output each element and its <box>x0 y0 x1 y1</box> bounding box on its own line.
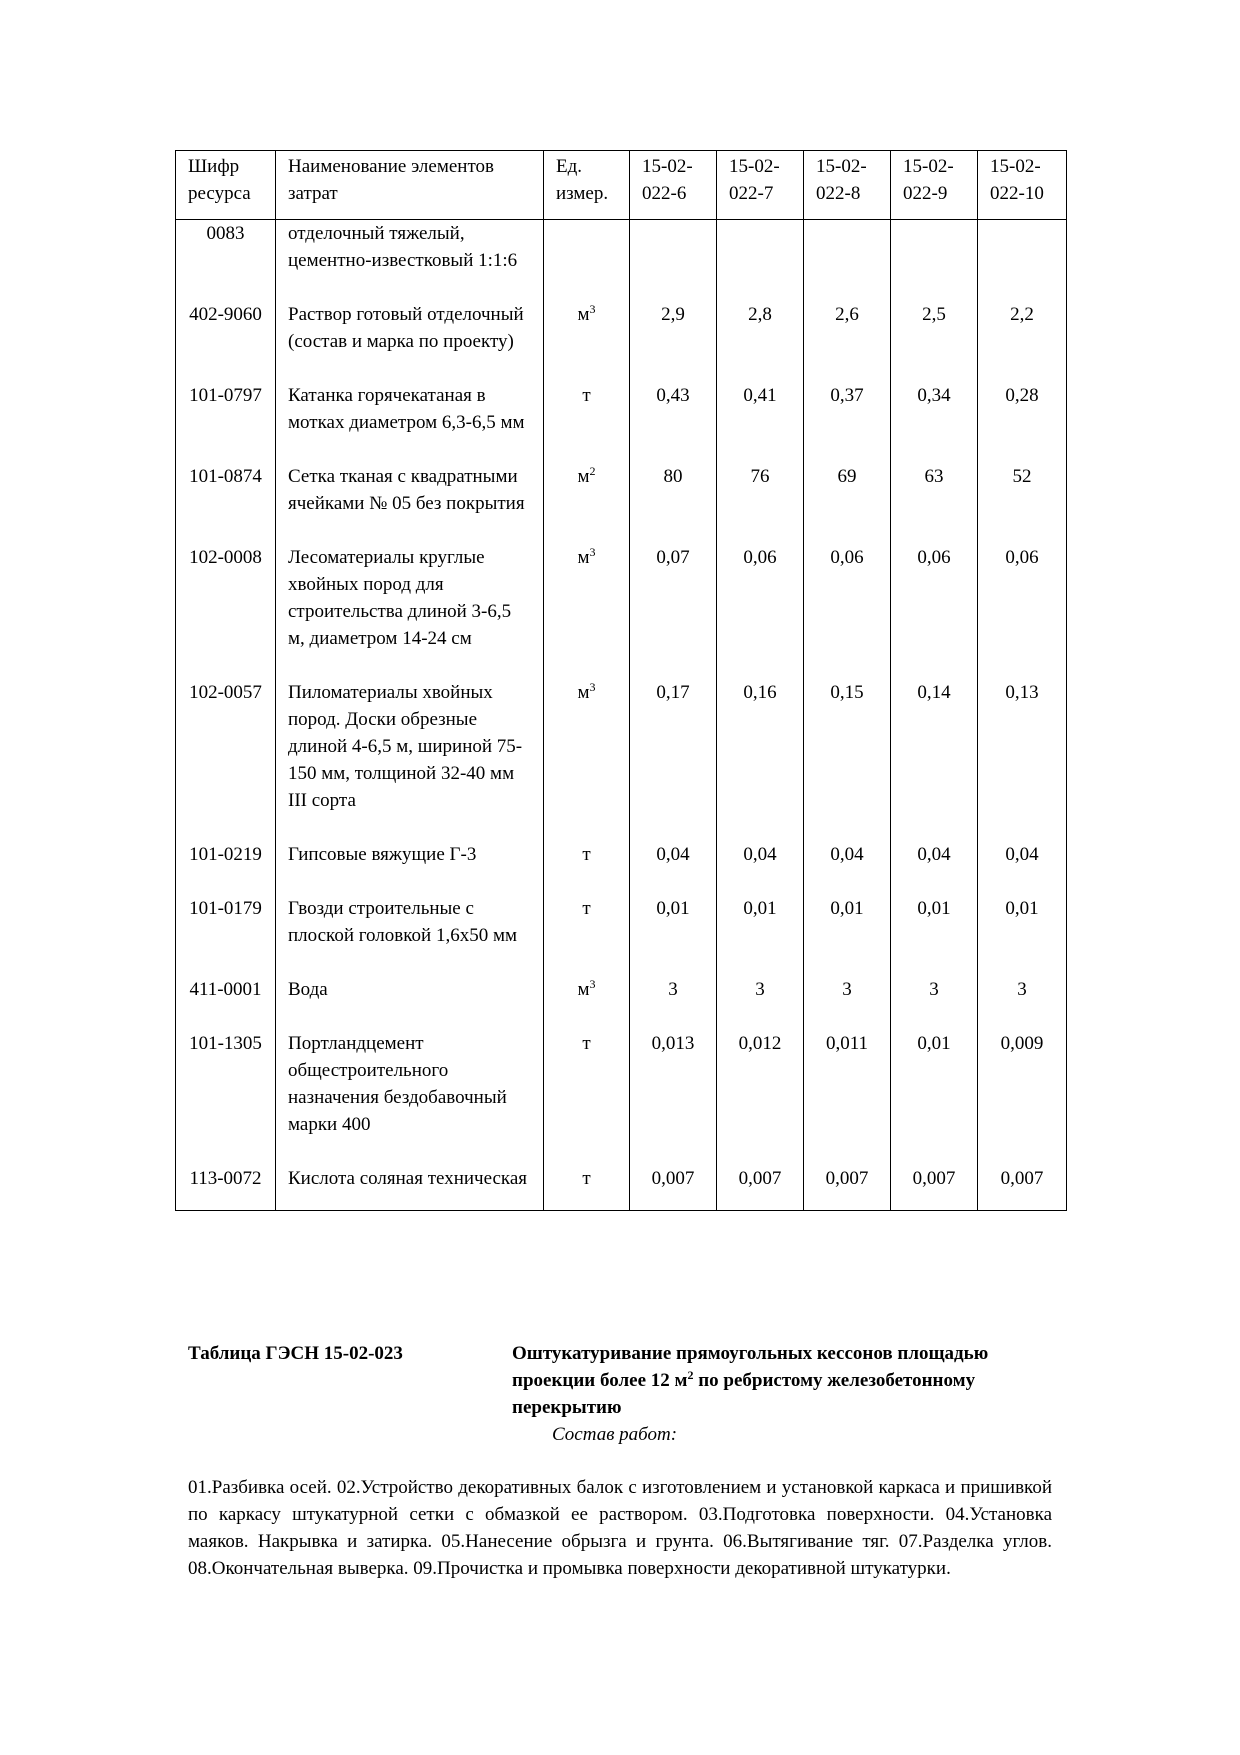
norm-value: 0,43 <box>630 370 717 451</box>
resource-table <box>175 150 1067 1211</box>
works-description: 01.Разбивка осей. 02.Устройство декоративных балок с изготовлением и установкой каркаса и пришивкой по каркасу штукатурной сетки с обмазкой ее раствором. 03.Подготовка поверхности. 04.Установка маяков. Накрывка и затирка. 05.Нанесение обрызга и грунта. 06.Вытягивание тяг. 07.Разделка углов. 08.Окончательная выверка. 09.Прочистка и промывка поверхности декоративной штукатурки. <box>188 1477 1052 1579</box>
resource-name: Пиломатериалы хвойных пород. Доски обрезные длиной 4-6,5 м, шириной 75-150 мм, толщиной 32-40 мм III сорта <box>276 667 544 829</box>
header-col-8: 15-02-022-8 <box>804 151 891 220</box>
table-row <box>176 289 1067 370</box>
norm-value: 3 <box>630 964 717 1018</box>
resource-name: Гипсовые вяжущие Г-3 <box>276 829 544 883</box>
resource-name: Сетка тканая с квадратными ячейками № 05 без покрытия <box>276 451 544 532</box>
header-col-7: 15-02-022-7 <box>717 151 804 220</box>
norm-value: 76 <box>717 451 804 532</box>
resource-unit <box>544 667 630 829</box>
norm-value: 0,06 <box>978 532 1067 667</box>
table-row <box>176 883 1067 964</box>
header-col-9: 15-02-022-9 <box>891 151 978 220</box>
norm-value: 0,013 <box>630 1018 717 1153</box>
norm-value: 0,007 <box>978 1153 1067 1211</box>
resource-code: 102-0008 <box>176 532 276 667</box>
unit-text: м <box>577 979 590 1000</box>
resource-unit <box>544 289 630 370</box>
table-label: Таблица ГЭСН 15-02-023 <box>188 1343 403 1364</box>
unit-superscript: 3 <box>589 302 596 316</box>
norm-value: 0,011 <box>804 1018 891 1153</box>
resource-name: отделочный тяжелый, цементно-известковый 1:1:6 <box>276 220 544 290</box>
resource-unit <box>544 451 630 532</box>
norm-value: 0,007 <box>804 1153 891 1211</box>
table-row <box>176 1153 1067 1211</box>
unit-text: т <box>582 385 591 406</box>
unit-text: т <box>582 844 591 865</box>
norm-value: 63 <box>891 451 978 532</box>
resource-name: Вода <box>276 964 544 1018</box>
norm-value: 52 <box>978 451 1067 532</box>
norm-value: 0,007 <box>717 1153 804 1211</box>
unit-superscript: 3 <box>589 680 596 694</box>
resource-name: Кислота соляная техническая <box>276 1153 544 1211</box>
norm-value: 0,06 <box>804 532 891 667</box>
unit-text: м <box>577 466 590 487</box>
norm-value: 0,37 <box>804 370 891 451</box>
table-row <box>176 532 1067 667</box>
norm-value: 0,14 <box>891 667 978 829</box>
norm-value: 80 <box>630 451 717 532</box>
resource-unit <box>544 1018 630 1153</box>
norm-value: 2,6 <box>804 289 891 370</box>
unit-text: м <box>577 304 590 325</box>
header-unit: Ед. измер. <box>544 151 630 220</box>
norm-value: 0,13 <box>978 667 1067 829</box>
resource-unit <box>544 964 630 1018</box>
header-col-10: 15-02-022-10 <box>978 151 1067 220</box>
norm-value: 0,01 <box>804 883 891 964</box>
unit-superscript: 3 <box>589 977 596 991</box>
header-name: Наименование элементов затрат <box>276 151 544 220</box>
resource-code: 0083 <box>176 220 276 290</box>
unit-text: т <box>582 1168 591 1189</box>
resource-name: Лесоматериалы круглые хвойных пород для строительства длиной 3-6,5 м, диаметром 14-24 см <box>276 532 544 667</box>
norm-value: 2,9 <box>630 289 717 370</box>
norm-value: 0,06 <box>891 532 978 667</box>
norm-value: 3 <box>717 964 804 1018</box>
norm-value: 0,01 <box>978 883 1067 964</box>
norm-value: 3 <box>804 964 891 1018</box>
norm-value: 0,01 <box>891 1018 978 1153</box>
section-title <box>512 1340 1052 1421</box>
norm-value: 0,04 <box>630 829 717 883</box>
table-row <box>176 829 1067 883</box>
norm-value: 0,17 <box>630 667 717 829</box>
section-title-part2: по ребристому железобетонному перекрытию <box>512 1370 976 1418</box>
resource-code: 411-0001 <box>176 964 276 1018</box>
norm-value: 0,28 <box>978 370 1067 451</box>
norm-value: 0,34 <box>891 370 978 451</box>
table-row <box>176 370 1067 451</box>
norm-value: 0,16 <box>717 667 804 829</box>
norm-value: 0,06 <box>717 532 804 667</box>
resource-name: Катанка горячекатаная в мотках диаметром 6,3-6,5 мм <box>276 370 544 451</box>
unit-superscript: 2 <box>589 464 596 478</box>
resource-name: Гвозди строительные с плоской головкой 1,6х50 мм <box>276 883 544 964</box>
resource-unit <box>544 1153 630 1211</box>
norm-value: 3 <box>978 964 1067 1018</box>
norm-value: 0,41 <box>717 370 804 451</box>
resource-unit <box>544 532 630 667</box>
unit-text: м <box>577 682 590 703</box>
norm-value: 0,012 <box>717 1018 804 1153</box>
norm-value: 0,15 <box>804 667 891 829</box>
resource-code: 101-1305 <box>176 1018 276 1153</box>
norm-value: 3 <box>891 964 978 1018</box>
unit-text: т <box>582 1033 591 1054</box>
table-row <box>176 1018 1067 1153</box>
norm-value: 0,01 <box>717 883 804 964</box>
header-col-6: 15-02-022-6 <box>630 151 717 220</box>
resource-name: Портландцемент общестроительного назначения бездобавочный марки 400 <box>276 1018 544 1153</box>
resource-code: 101-0219 <box>176 829 276 883</box>
norm-value: 0,01 <box>630 883 717 964</box>
section-title-superscript: 2 <box>687 1368 694 1382</box>
resource-unit <box>544 829 630 883</box>
resource-code: 113-0072 <box>176 1153 276 1211</box>
table-row <box>176 451 1067 532</box>
table-row <box>176 667 1067 829</box>
resource-unit <box>544 883 630 964</box>
header-code: Шифр ресурса <box>176 151 276 220</box>
unit-text: т <box>582 898 591 919</box>
norm-value: 2,8 <box>717 289 804 370</box>
unit-text: м <box>577 547 590 568</box>
resource-code: 402-9060 <box>176 289 276 370</box>
norm-value: 0,04 <box>717 829 804 883</box>
norm-value: 0,04 <box>978 829 1067 883</box>
resource-name: Раствор готовый отделочный (состав и марка по проекту) <box>276 289 544 370</box>
resource-code: 101-0797 <box>176 370 276 451</box>
norm-value: 0,007 <box>891 1153 978 1211</box>
resource-unit <box>544 370 630 451</box>
norm-value: 2,5 <box>891 289 978 370</box>
norm-value: 69 <box>804 451 891 532</box>
norm-value: 0,04 <box>891 829 978 883</box>
table-row <box>176 220 1067 290</box>
resource-code: 101-0874 <box>176 451 276 532</box>
norm-value: 2,2 <box>978 289 1067 370</box>
table-row <box>176 964 1067 1018</box>
norm-value: 0,04 <box>804 829 891 883</box>
norm-value: 0,01 <box>891 883 978 964</box>
section-title-part1: Оштукатуривание прямоугольных кессонов площадью проекции более 12 м <box>512 1343 989 1391</box>
resource-code: 102-0057 <box>176 667 276 829</box>
norm-value: 0,07 <box>630 532 717 667</box>
norm-value: 0,007 <box>630 1153 717 1211</box>
sostav-label: Состав работ: <box>552 1424 678 1445</box>
unit-superscript: 3 <box>589 545 596 559</box>
table-header-row <box>176 151 1067 220</box>
norm-value: 0,009 <box>978 1018 1067 1153</box>
resource-code: 101-0179 <box>176 883 276 964</box>
